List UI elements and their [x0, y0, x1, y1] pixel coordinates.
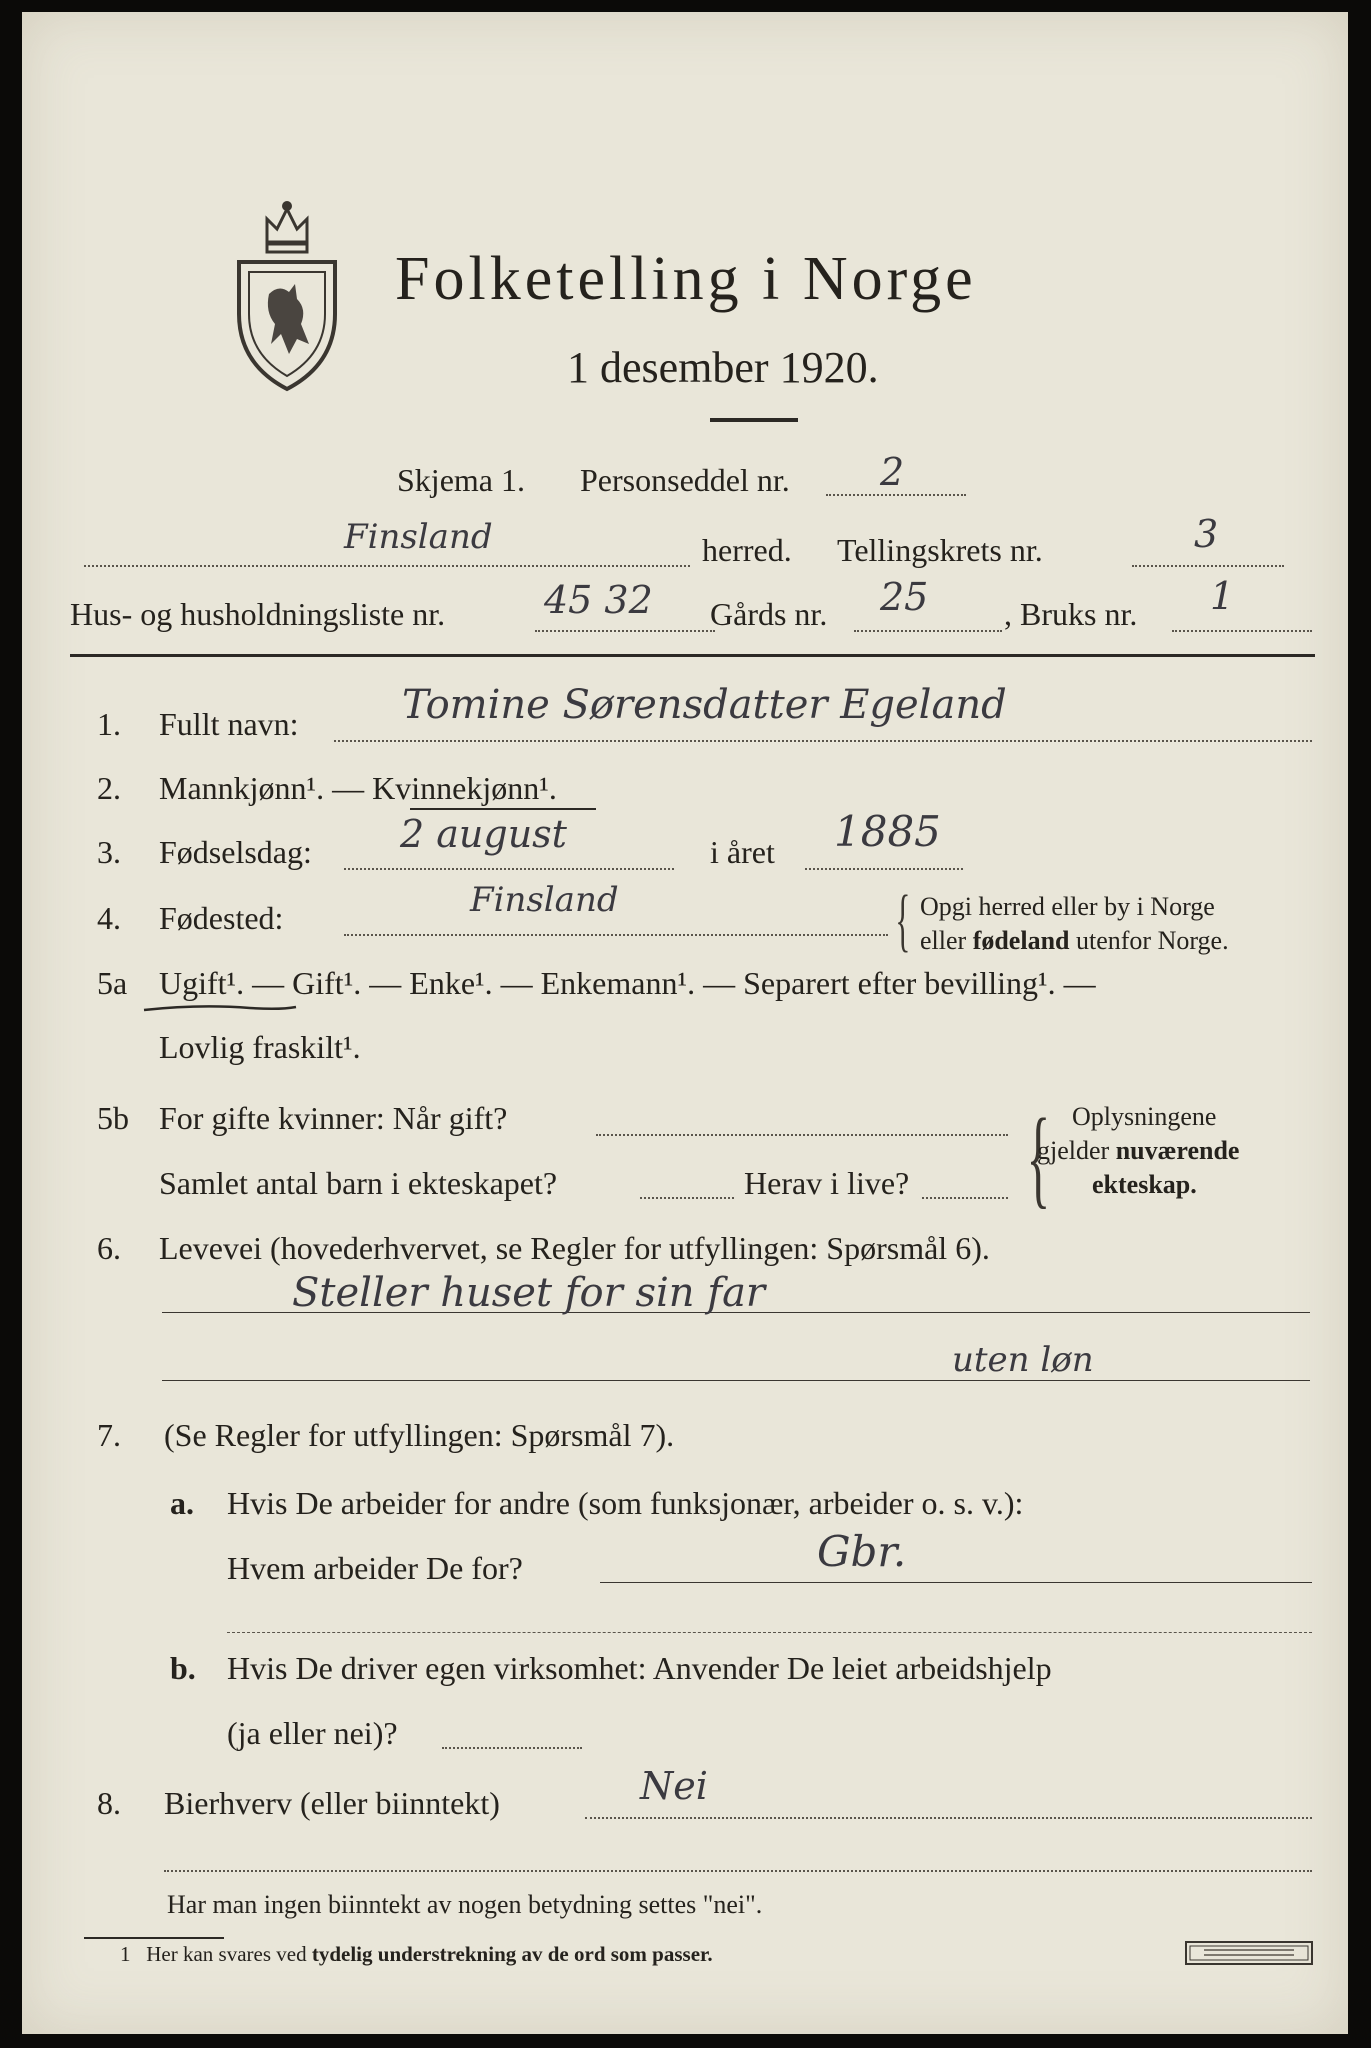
form-title: Folketelling i Norge [395, 245, 977, 313]
employer-value: Gbr. [817, 1527, 907, 1576]
q7a-line2: Hvem arbeider De for? [227, 1550, 523, 1586]
birth-year-field[interactable] [805, 868, 963, 870]
full-name-value: Tomine Sørensdatter Egeland [402, 682, 1007, 728]
husliste-field[interactable] [535, 630, 715, 632]
children-alive-field[interactable] [922, 1197, 1008, 1199]
form-date: 1 desember 1920. [567, 343, 879, 392]
gards-field[interactable] [854, 630, 1002, 632]
tellingskrets-label: Tellingskrets nr. [837, 532, 1043, 568]
marital-status-line2[interactable]: Lovlig fraskilt¹. [159, 1029, 361, 1065]
q5b-label3: Herav i live? [744, 1165, 910, 1201]
gender-underline [410, 808, 596, 810]
q7a-line1: Hvis De arbeider for andre (som funksjonær, arbeider o. s. v.): [227, 1485, 1024, 1521]
footnote-number: 1 [120, 1942, 131, 1966]
married-when-field[interactable] [596, 1134, 1008, 1136]
personseddel-label: Personseddel nr. [580, 462, 790, 498]
hired-help-field[interactable] [442, 1747, 582, 1749]
footnote-text-a: Her kan svares ved [146, 1942, 307, 1966]
q7-label: (Se Regler for utfyllingen: Spørsmål 7). [164, 1417, 675, 1453]
gards-label: Gårds nr. [710, 596, 828, 632]
printer-stamp-icon [1184, 1940, 1314, 1966]
gards-value: 25 [880, 575, 929, 619]
occupation-line-2[interactable] [162, 1380, 1310, 1381]
birthplace-note-word-utenfor: utenfor Norge. [1076, 926, 1229, 955]
marriage-note-line1: Oplysningene [1072, 1102, 1217, 1131]
birthday-value: 2 august [400, 812, 567, 856]
marriage-note-line2 [1037, 1136, 1239, 1166]
q4-number: 4. [97, 900, 121, 936]
husliste-value: 45 32 [544, 578, 653, 622]
employer-extra-line[interactable] [227, 1632, 1312, 1633]
bruks-field[interactable] [1172, 630, 1312, 632]
header-divider [70, 654, 1315, 657]
q8-number: 8. [97, 1785, 121, 1821]
skjema-label: Skjema 1. [397, 462, 525, 498]
birthplace-note-brace: { [895, 882, 911, 959]
herred-field[interactable] [84, 565, 690, 567]
marital-status-options[interactable]: Ugift¹. — Gift¹. — Enke¹. — Enkemann¹. — Separert efter bevilling¹. — [159, 965, 1096, 1001]
bruks-value: 1 [1210, 574, 1235, 618]
q8-label: Bierhverv (eller biinntekt) [164, 1785, 500, 1821]
birthplace-note-line1: Opgi herred eller by i Norge [920, 892, 1215, 921]
q1-number: 1. [97, 706, 121, 742]
title-divider [710, 418, 798, 422]
marital-underline [140, 1002, 300, 1016]
marriage-note-line3: ekteskap. [1092, 1170, 1197, 1199]
footnote [120, 1942, 713, 1967]
birthday-field[interactable] [344, 868, 674, 870]
herred-value: Finsland [344, 517, 493, 557]
q5b-label1: For gifte kvinner: Når gift? [159, 1100, 508, 1136]
q7b-line1: Hvis De driver egen virksomhet: Anvender De leiet arbeidshjelp [227, 1650, 1052, 1686]
tellingskrets-field[interactable] [1132, 565, 1284, 567]
birthplace-note-word-eller: eller [920, 926, 967, 955]
q6-number: 6. [97, 1230, 121, 1266]
year-label: i året [710, 834, 775, 870]
q4-label: Fødested: [159, 900, 284, 936]
birthplace-note-word-fodeland: fødeland [972, 926, 1070, 955]
bruks-label: , Bruks nr. [1004, 596, 1138, 632]
occupation-value-2: uten løn [952, 1340, 1094, 1380]
q7b-letter: b. [170, 1650, 196, 1686]
side-income-extra-line[interactable] [164, 1870, 1312, 1872]
q7-number: 7. [97, 1417, 121, 1453]
footer-note: Har man ingen biinntekt av nogen betydning settes "nei". [167, 1890, 763, 1919]
birth-year-value: 1885 [834, 807, 941, 856]
personseddel-field[interactable] [826, 494, 966, 496]
birthplace-field[interactable] [344, 934, 888, 936]
husliste-label: Hus- og husholdningsliste nr. [70, 596, 446, 632]
q6-label: Levevei (hovederhvervet, se Regler for utfyllingen: Spørsmål 6). [159, 1230, 990, 1266]
q5b-number: 5b [97, 1100, 129, 1136]
birthplace-note-line2 [920, 926, 1229, 956]
marriage-note-brace: { [1026, 1096, 1051, 1218]
side-income-field[interactable] [585, 1817, 1312, 1819]
side-income-value: Nei [640, 1764, 708, 1808]
q5a-number: 5a [97, 965, 128, 1001]
q2-number: 2. [97, 770, 121, 806]
occupation-value-1: Steller huset for sin far [292, 1270, 766, 1316]
footnote-text-b: tydelig understrekning av de ord som passer. [311, 1942, 713, 1966]
q7b-line2: (ja eller nei)? [227, 1715, 398, 1751]
q1-label: Fullt navn: [159, 706, 299, 742]
full-name-field[interactable] [334, 740, 1312, 742]
marriage-note-word-nuvaerende: nuværende [1115, 1136, 1240, 1165]
footnote-rule [84, 1937, 224, 1939]
coat-of-arms-icon [227, 184, 347, 394]
children-count-field[interactable] [640, 1197, 734, 1199]
tellingskrets-value: 3 [1194, 512, 1219, 556]
marriage-note-word-gjelder: gjelder [1037, 1136, 1110, 1165]
employer-field[interactable] [600, 1582, 1312, 1583]
q3-label: Fødselsdag: [159, 834, 312, 870]
herred-label: herred. [702, 532, 792, 568]
gender-options[interactable]: Mannkjønn¹. — Kvinnekjønn¹. [159, 770, 557, 806]
q3-number: 3. [97, 834, 121, 870]
q7a-letter: a. [170, 1485, 194, 1521]
q5b-label2: Samlet antal barn i ekteskapet? [159, 1165, 558, 1201]
personseddel-value: 2 [880, 450, 905, 494]
census-form-sheet [22, 12, 1348, 2034]
birthplace-value: Finsland [470, 880, 619, 920]
